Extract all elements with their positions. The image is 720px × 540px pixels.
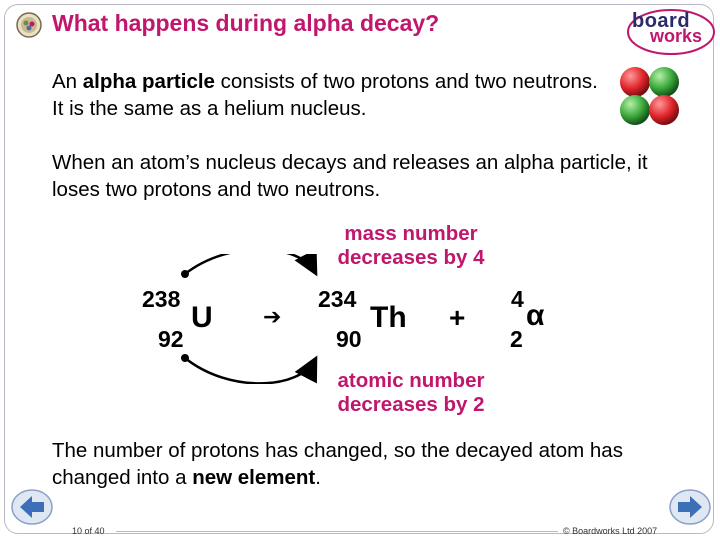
- atomic-number-label: atomic number decreases by 2: [337, 369, 485, 416]
- alpha-mass-number: 4: [511, 286, 524, 312]
- copyright-text: © Boardworks Ltd 2007: [563, 526, 658, 536]
- footer-divider: [116, 531, 558, 532]
- new-element-paragraph: The number of protons has changed, so the decayed atom has changed into a new element.: [52, 439, 623, 489]
- atomic-arrow: [185, 358, 315, 383]
- previous-slide-button[interactable]: [10, 488, 54, 526]
- alpha-atomic-number: 2: [510, 326, 523, 352]
- atomic-arrow-start: [181, 354, 189, 362]
- page-number: 10 of 40: [72, 526, 105, 536]
- radiation-badge-icon: [16, 12, 42, 38]
- thorium-symbol: Th: [370, 301, 407, 334]
- reaction-arrow-icon: ➔: [263, 304, 282, 329]
- alpha-symbol: α: [526, 299, 545, 332]
- alpha-particle-paragraph: An alpha particle consists of two protons and two neutrons. It is the same as a helium nucleus.: [52, 70, 598, 120]
- thorium-mass-number: 234: [318, 286, 357, 312]
- helium-nucleus-icon: [618, 64, 684, 130]
- mass-number-label: mass number decreases by 4: [337, 222, 485, 269]
- logo-text-bottom: works: [650, 26, 703, 46]
- decay-arrows: [170, 254, 530, 384]
- mass-arrow: [185, 254, 315, 274]
- decay-description-paragraph: When an atom’s nucleus decays and releases an alpha particle, it loses two protons and two neutrons.: [52, 151, 648, 201]
- next-slide-button[interactable]: [668, 488, 712, 526]
- uranium-symbol: U: [191, 301, 213, 334]
- mass-arrow-start: [181, 270, 189, 278]
- page-title: What happens during alpha decay?: [52, 10, 440, 36]
- thorium-atomic-number: 90: [336, 326, 362, 352]
- uranium-mass-number: 238: [142, 286, 181, 312]
- plus-sign: +: [449, 302, 466, 333]
- uranium-atomic-number: 92: [158, 326, 184, 352]
- logo-text-top: board: [632, 10, 691, 32]
